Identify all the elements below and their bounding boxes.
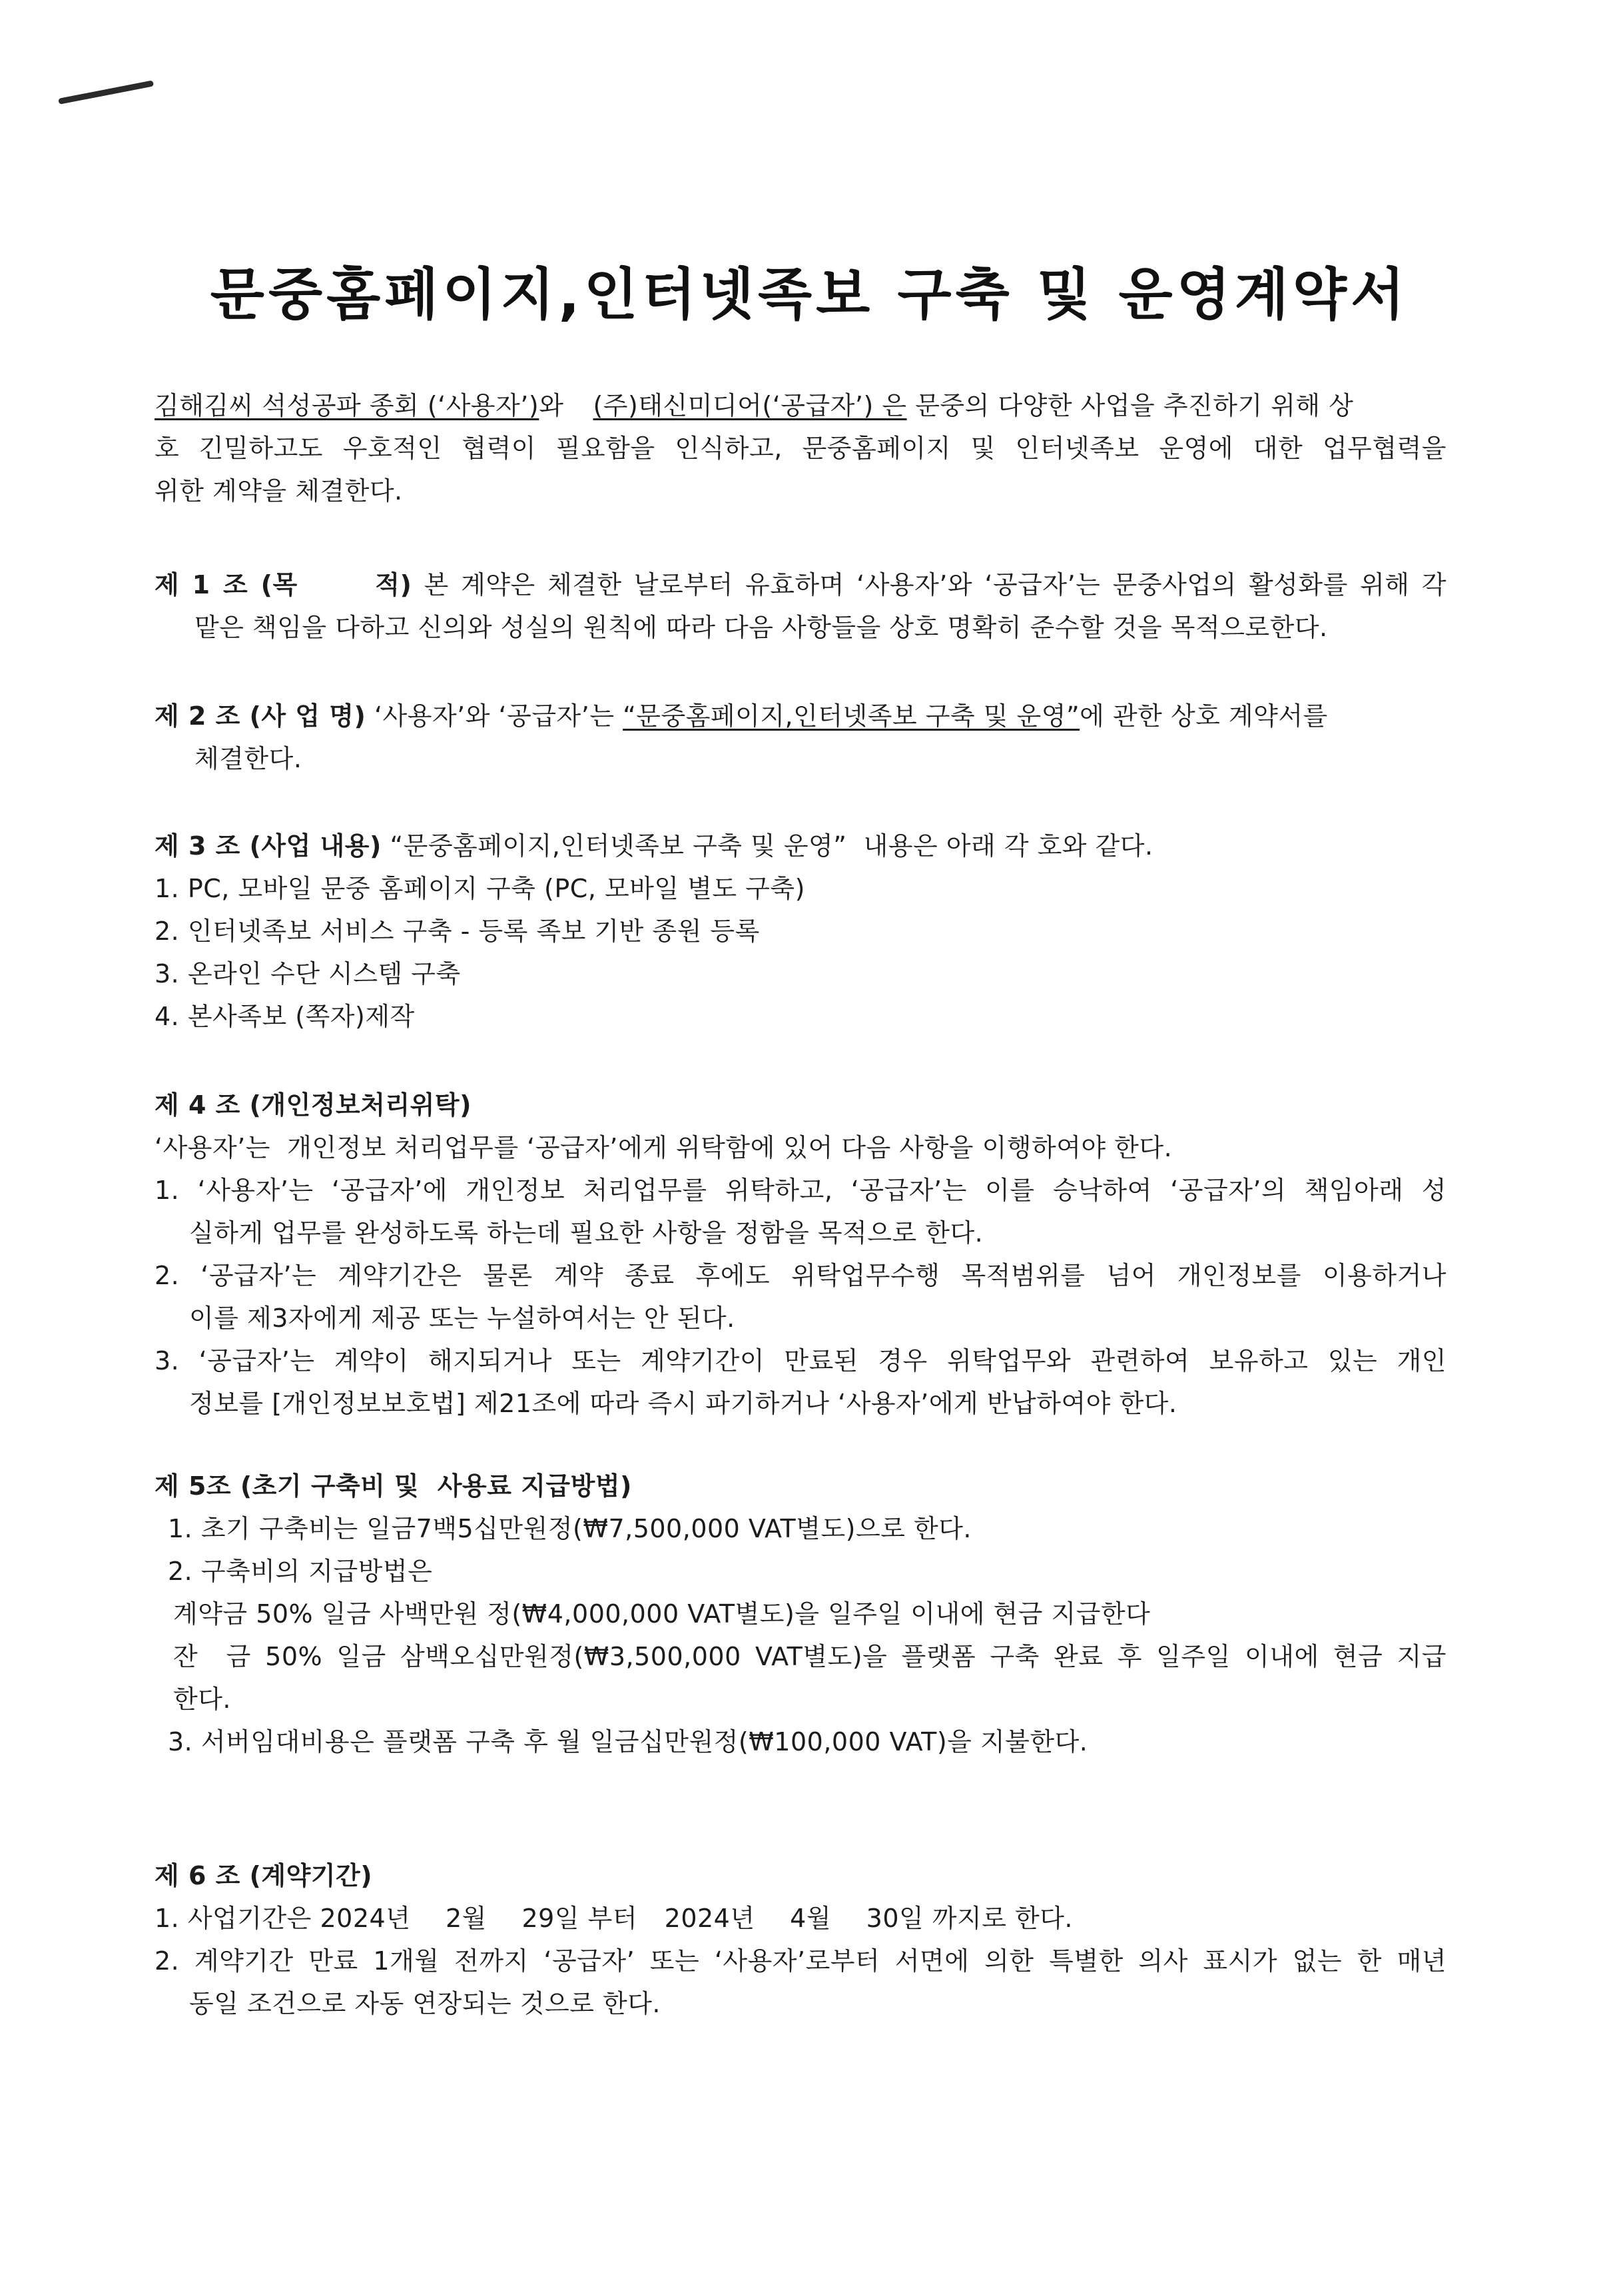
article-6-item-2b: 동일 조건으로 자동 연장되는 것으로 한다. <box>189 1989 661 2018</box>
intro-conj: 와 <box>539 391 564 420</box>
article-5-item-3: 3. 서버임대비용은 플랫폼 구축 후 월 일금십만원정(₩100,000 VAT)을 지불한다. <box>168 1727 1088 1756</box>
start-day: 29일 <box>521 1904 580 1933</box>
intro-line-2: 호 긴밀하고도 우호적인 협력이 필요함을 인식하고, 문중홈페이지 및 인터넷족보 운영에 대한 업무협력을 <box>155 434 1447 463</box>
intro-line-1 <box>155 384 1447 427</box>
article-3-item: 3. 온라인 수단 시스템 구축 <box>155 959 461 988</box>
article-4-heading: 제 4 조 (개인정보처리위탁) <box>155 1090 472 1120</box>
article-6 <box>155 1854 1447 2025</box>
intro-line-3: 위한 계약을 체결한다. <box>155 476 403 506</box>
article-2-line-2: 체결한다. <box>194 744 302 773</box>
document-title: 문중홈페이지,인터넷족보 구축 및 운영계약서 <box>210 262 1409 327</box>
article-1-line-2: 맡은 책임을 다하고 신의와 성실의 원칙에 따라 다음 사항들을 상호 명확히 준수할 것을 목적으로한다. <box>194 613 1328 642</box>
article-3-line-1 <box>155 825 1447 867</box>
article-4-item-1a: 1. ‘사용자’는 ‘공급자’에 개인정보 처리업무를 위탁하고, ‘공급자’는 이를 승낙하여 ‘공급자’의 책임아래 성 <box>155 1176 1447 1205</box>
article-1 <box>155 564 1447 649</box>
article-2 <box>155 695 1447 780</box>
pen-stroke-mark <box>58 80 154 105</box>
intro-line1-rest: 문중의 다양한 사업을 추진하기 위해 상 <box>915 391 1354 420</box>
party-user: 김해김씨 석성공파 종회 (‘사용자’) <box>155 391 539 420</box>
article-6-item-2a: 2. 계약기간 만료 1개월 전까지 ‘공급자’ 또는 ‘사용자’로부터 서면에 의한 특별한 의사 표시가 없는 한 매년 <box>155 1946 1447 1976</box>
article-1-line-1 <box>155 564 1447 606</box>
article-5-deposit: 계약금 50% 일금 사백만원 정(₩4,000,000 VAT별도)을 일주일 이내에 현금 지급한다 <box>173 1599 1151 1629</box>
article-4 <box>155 1084 1447 1425</box>
article-5-item-1: 1. 초기 구축비는 일금7백5십만원정(₩7,500,000 VAT별도)으로 한다. <box>168 1514 972 1543</box>
article-4-item-2a: 2. ‘공급자’는 계약기간은 물론 계약 종료 후에도 위탁업무수행 목적범위를 넘어 개인정보를 이용하거나 <box>155 1261 1447 1290</box>
period-until: 까지로 한다. <box>932 1904 1074 1933</box>
article-4-item-2b: 이를 제3자에게 제공 또는 누설하여서는 안 된다. <box>189 1304 735 1333</box>
article-5-item-2: 2. 구축비의 지급방법은 <box>168 1557 433 1586</box>
article-5-heading: 제 5조 (초기 구축비 및 사용료 지급방법) <box>155 1471 632 1501</box>
intro-paragraph <box>155 384 1447 512</box>
article-2-heading: 제 2 조 (사 업 명) <box>155 701 366 731</box>
article-3-item: 1. PC, 모바일 문중 홈페이지 구축 (PC, 모바일 별도 구축) <box>155 874 805 903</box>
article-3-heading: 제 3 조 (사업 내용) <box>155 831 382 861</box>
contract-period-line <box>155 1897 1447 1940</box>
project-name: “문중홈페이지,인터넷족보 구축 및 운영” <box>623 701 1080 731</box>
article-3-item: 2. 인터넷족보 서비스 구축 - 등록 족보 기반 종원 등록 <box>155 917 760 946</box>
party-supplier: (주)태신미디어(‘공급자’) 은 <box>593 391 907 420</box>
article-3-item: 4. 본사족보 (쪽자)제작 <box>155 1002 415 1031</box>
end-day: 30일 <box>866 1904 924 1933</box>
article-3-text: “문중홈페이지,인터넷족보 구축 및 운영” 내용은 아래 각 호와 같다. <box>390 831 1153 861</box>
article-2-post: 에 관한 상호 계약서를 <box>1080 701 1328 731</box>
article-4-item-3b: 정보를 [개인정보보호법] 제21조에 따라 즉시 파기하거나 ‘사용자’에게 반납하여야 한다. <box>189 1389 1177 1418</box>
start-year: 2024년 <box>320 1904 411 1933</box>
article-6-heading: 제 6 조 (계약기간) <box>155 1861 373 1890</box>
article-5 <box>155 1465 1447 1763</box>
article-5-balance-b: 한다. <box>173 1685 231 1714</box>
article-3 <box>155 825 1447 1038</box>
period-from: 부터 <box>587 1904 638 1933</box>
end-year: 2024년 <box>664 1904 755 1933</box>
start-month: 2월 <box>446 1904 487 1933</box>
article-4-item-3a: 3. ‘공급자’는 계약이 해지되거나 또는 계약기간이 만료된 경우 위탁업무와 관련하여 보유하고 있는 개인 <box>155 1346 1447 1375</box>
article-1-text-1: 본 계약은 체결한 날로부터 유효하며 ‘사용자’와 ‘공급자’는 문중사업의 활성화를 위해 각 <box>424 570 1447 599</box>
article-4-intro: ‘사용자’는 개인정보 처리업무를 ‘공급자’에게 위탁함에 있어 다음 사항을 이행하여야 한다. <box>155 1133 1173 1162</box>
period-prefix: 1. 사업기간은 <box>155 1904 312 1933</box>
article-2-pre: ‘사용자’와 ‘공급자’는 <box>374 701 615 731</box>
article-1-heading: 제 1 조 (목 적) <box>155 570 412 599</box>
article-2-line-1 <box>155 695 1447 737</box>
article-4-item-1b: 실하게 업무를 완성하도록 하는데 필요한 사항을 정함을 목적으로 한다. <box>189 1218 984 1248</box>
article-5-balance-a: 잔 금 50% 일금 삼백오십만원정(₩3,500,000 VAT별도)을 플랫폼 구축 완료 후 일주일 이내에 현금 지급 <box>173 1642 1447 1671</box>
end-month: 4월 <box>790 1904 832 1933</box>
